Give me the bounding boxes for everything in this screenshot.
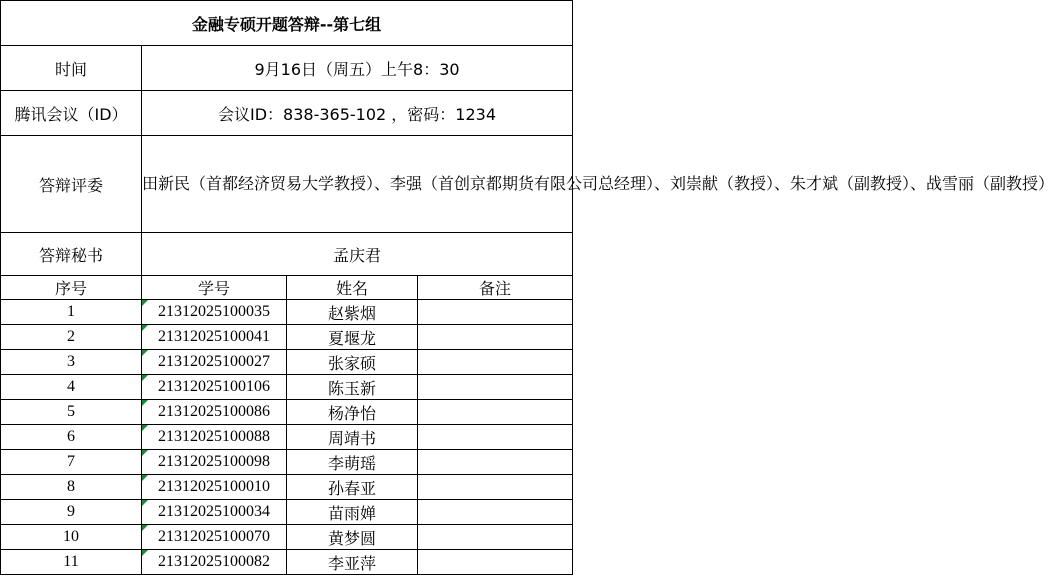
row-note[interactable] bbox=[418, 325, 573, 350]
number-as-text-indicator-icon bbox=[142, 425, 148, 431]
table-row bbox=[1, 450, 573, 475]
table-row bbox=[1, 525, 573, 550]
row-student-name[interactable]: 陈玉新 bbox=[287, 375, 418, 400]
row-number[interactable]: 1 bbox=[1, 300, 142, 325]
row-student-name[interactable]: 周靖书 bbox=[287, 425, 418, 450]
meeting-value: 会议ID：838-365-102 ，密码：1234 bbox=[142, 91, 573, 136]
row-student-id[interactable] bbox=[142, 425, 287, 450]
row-note[interactable] bbox=[418, 375, 573, 400]
student-id-text: 21312025100086 bbox=[158, 403, 270, 420]
student-id-text: 21312025100106 bbox=[158, 378, 270, 395]
row-number[interactable]: 11 bbox=[1, 550, 142, 575]
header-name: 姓名 bbox=[287, 276, 418, 300]
sheet-title: 金融专硕开题答辩--第七组 bbox=[1, 1, 573, 46]
header-student-id: 学号 bbox=[142, 276, 287, 300]
row-number[interactable]: 8 bbox=[1, 475, 142, 500]
student-id-text: 21312025100082 bbox=[158, 553, 270, 570]
row-number[interactable]: 2 bbox=[1, 325, 142, 350]
row-number[interactable]: 9 bbox=[1, 500, 142, 525]
row-note[interactable] bbox=[418, 500, 573, 525]
student-id-text: 21312025100070 bbox=[158, 528, 270, 545]
row-number[interactable]: 4 bbox=[1, 375, 142, 400]
time-value: 9月16日（周五）上午8：30 bbox=[142, 46, 573, 91]
row-note[interactable] bbox=[418, 450, 573, 475]
table-row bbox=[1, 550, 573, 575]
row-student-name[interactable]: 李萌瑶 bbox=[287, 450, 418, 475]
secretary-value: 孟庆君 bbox=[142, 233, 573, 276]
row-note[interactable] bbox=[418, 300, 573, 325]
table-row bbox=[1, 500, 573, 525]
student-id-text: 21312025100041 bbox=[158, 328, 270, 345]
row-student-id[interactable] bbox=[142, 350, 287, 375]
table-row bbox=[1, 300, 573, 325]
row-note[interactable] bbox=[418, 400, 573, 425]
row-student-id[interactable] bbox=[142, 450, 287, 475]
table-row bbox=[1, 325, 573, 350]
secretary-label: 答辩秘书 bbox=[1, 233, 142, 276]
number-as-text-indicator-icon bbox=[142, 400, 148, 406]
number-as-text-indicator-icon bbox=[142, 375, 148, 381]
row-student-id[interactable] bbox=[142, 325, 287, 350]
table-row bbox=[1, 400, 573, 425]
row-student-name[interactable]: 夏堰龙 bbox=[287, 325, 418, 350]
table-row bbox=[1, 375, 573, 400]
row-student-id[interactable] bbox=[142, 550, 287, 575]
row-student-id[interactable] bbox=[142, 475, 287, 500]
table-header-row bbox=[1, 276, 573, 300]
row-note[interactable] bbox=[418, 350, 573, 375]
student-id-text: 21312025100098 bbox=[158, 453, 270, 470]
row-student-name[interactable]: 张家硕 bbox=[287, 350, 418, 375]
number-as-text-indicator-icon bbox=[142, 525, 148, 531]
row-student-id[interactable] bbox=[142, 300, 287, 325]
judges-value: 田新民（首都经济贸易大学教授）、李强（首创京都期货有限公司总经理）、刘崇献（教授）、朱才斌（副教授）、战雪丽（副教授） bbox=[142, 136, 573, 233]
row-student-id[interactable] bbox=[142, 400, 287, 425]
row-student-id[interactable] bbox=[142, 375, 287, 400]
table-row bbox=[1, 425, 573, 450]
row-number[interactable]: 3 bbox=[1, 350, 142, 375]
row-student-name[interactable]: 杨净怡 bbox=[287, 400, 418, 425]
row-note[interactable] bbox=[418, 525, 573, 550]
row-student-name[interactable]: 黄梦圆 bbox=[287, 525, 418, 550]
time-label: 时间 bbox=[1, 46, 142, 91]
row-note[interactable] bbox=[418, 425, 573, 450]
number-as-text-indicator-icon bbox=[142, 475, 148, 481]
row-note[interactable] bbox=[418, 475, 573, 500]
student-id-text: 21312025100034 bbox=[158, 503, 270, 520]
row-number[interactable]: 7 bbox=[1, 450, 142, 475]
row-student-name[interactable]: 赵紫烟 bbox=[287, 300, 418, 325]
number-as-text-indicator-icon bbox=[142, 550, 148, 556]
student-id-text: 21312025100010 bbox=[158, 478, 270, 495]
row-note[interactable] bbox=[418, 550, 573, 575]
number-as-text-indicator-icon bbox=[142, 500, 148, 506]
student-id-text: 21312025100088 bbox=[158, 428, 270, 445]
row-number[interactable]: 10 bbox=[1, 525, 142, 550]
judges-label: 答辩评委 bbox=[1, 136, 142, 233]
row-student-id[interactable] bbox=[142, 525, 287, 550]
table-row bbox=[1, 350, 573, 375]
header-note: 备注 bbox=[418, 276, 573, 300]
number-as-text-indicator-icon bbox=[142, 325, 148, 331]
student-id-text: 21312025100027 bbox=[158, 353, 270, 370]
number-as-text-indicator-icon bbox=[142, 300, 148, 306]
row-student-name[interactable]: 李亚萍 bbox=[287, 550, 418, 575]
row-student-name[interactable]: 苗雨婵 bbox=[287, 500, 418, 525]
meeting-label: 腾讯会议（ID） bbox=[1, 91, 142, 136]
number-as-text-indicator-icon bbox=[142, 350, 148, 356]
row-number[interactable]: 5 bbox=[1, 400, 142, 425]
row-student-id[interactable] bbox=[142, 500, 287, 525]
table-row bbox=[1, 475, 573, 500]
student-id-text: 21312025100035 bbox=[158, 303, 270, 320]
number-as-text-indicator-icon bbox=[142, 450, 148, 456]
row-student-name[interactable]: 孙春亚 bbox=[287, 475, 418, 500]
header-no: 序号 bbox=[1, 276, 142, 300]
row-number[interactable]: 6 bbox=[1, 425, 142, 450]
